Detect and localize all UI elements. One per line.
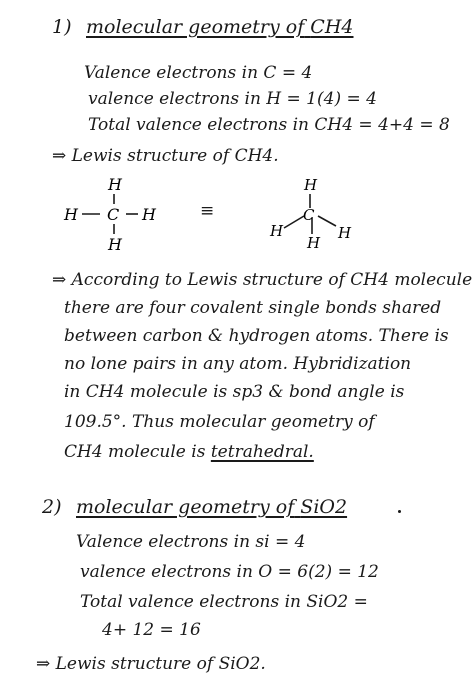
section2-heading-formula: SiO2 — [300, 496, 348, 518]
section1-heading-formula: CH4 — [310, 16, 354, 38]
explanation-line-7 — [64, 444, 314, 461]
ch4-flat-h-bottom: H — [108, 235, 122, 254]
ch4-flat-h-left: H — [64, 205, 78, 224]
stray-dot — [398, 510, 401, 513]
ch4-3d-h-bottom: H — [307, 234, 321, 252]
explanation-line-6: 109.5°. Thus molecular geometry of — [64, 412, 375, 432]
ch4-3d-h-left: H — [270, 222, 284, 240]
section1-line-3: Total valence electrons in CH4 = 4+4 = 8 — [88, 115, 450, 135]
section1-lewis-intro: ⇒ Lewis structure of CH4. — [52, 146, 279, 166]
ch4-flat-c: C — [107, 205, 120, 224]
section1-line-1: Valence electrons in C = 4 — [84, 63, 313, 83]
ch4-3d-h-top: H — [304, 176, 318, 194]
section1-line-2: valence electrons in H = 1(4) = 4 — [88, 89, 377, 109]
section2-line-2: valence electrons in O = 6(2) = 12 — [80, 562, 379, 582]
section1-heading — [86, 18, 354, 37]
geometry-conclusion: tetrahedral. — [210, 442, 314, 462]
section2-heading — [76, 498, 347, 517]
section2-line-4: 4+ 12 = 16 — [102, 620, 201, 640]
section1-heading-prefix: molecular geometry of — [86, 16, 305, 38]
ch4-lewis-3d-diagram — [262, 172, 362, 252]
explanation-line-2: there are four covalent single bonds shared — [64, 298, 442, 318]
section2-number: 2) — [42, 496, 62, 518]
ch4-lewis-flat-diagram — [60, 172, 170, 258]
equivalence-sign: ≡ — [200, 201, 215, 221]
ch4-flat-h-right: H — [142, 205, 156, 224]
ch4-3d-h-right: H — [338, 224, 352, 242]
explanation-line-7-text: CH4 molecule is — [64, 442, 206, 462]
ch4-3d-c: C — [303, 206, 315, 224]
explanation-line-1: ⇒ According to Lewis structure of CH4 molecule — [52, 270, 473, 290]
explanation-line-3: between carbon & hydrogen atoms. There is — [64, 326, 449, 346]
section2-lewis-intro: ⇒ Lewis structure of SiO2. — [36, 654, 266, 674]
explanation-line-4: no lone pairs in any atom. Hybridization — [64, 354, 412, 374]
section2-heading-prefix: molecular geometry of — [76, 496, 295, 518]
section2-line-1: Valence electrons in si = 4 — [76, 532, 306, 552]
explanation-line-5: in CH4 molecule is sp3 & bond angle is — [64, 382, 405, 402]
section1-number: 1) — [52, 16, 72, 38]
ch4-flat-h-top: H — [108, 175, 122, 194]
section2-line-3: Total valence electrons in SiO2 = — [80, 592, 368, 612]
